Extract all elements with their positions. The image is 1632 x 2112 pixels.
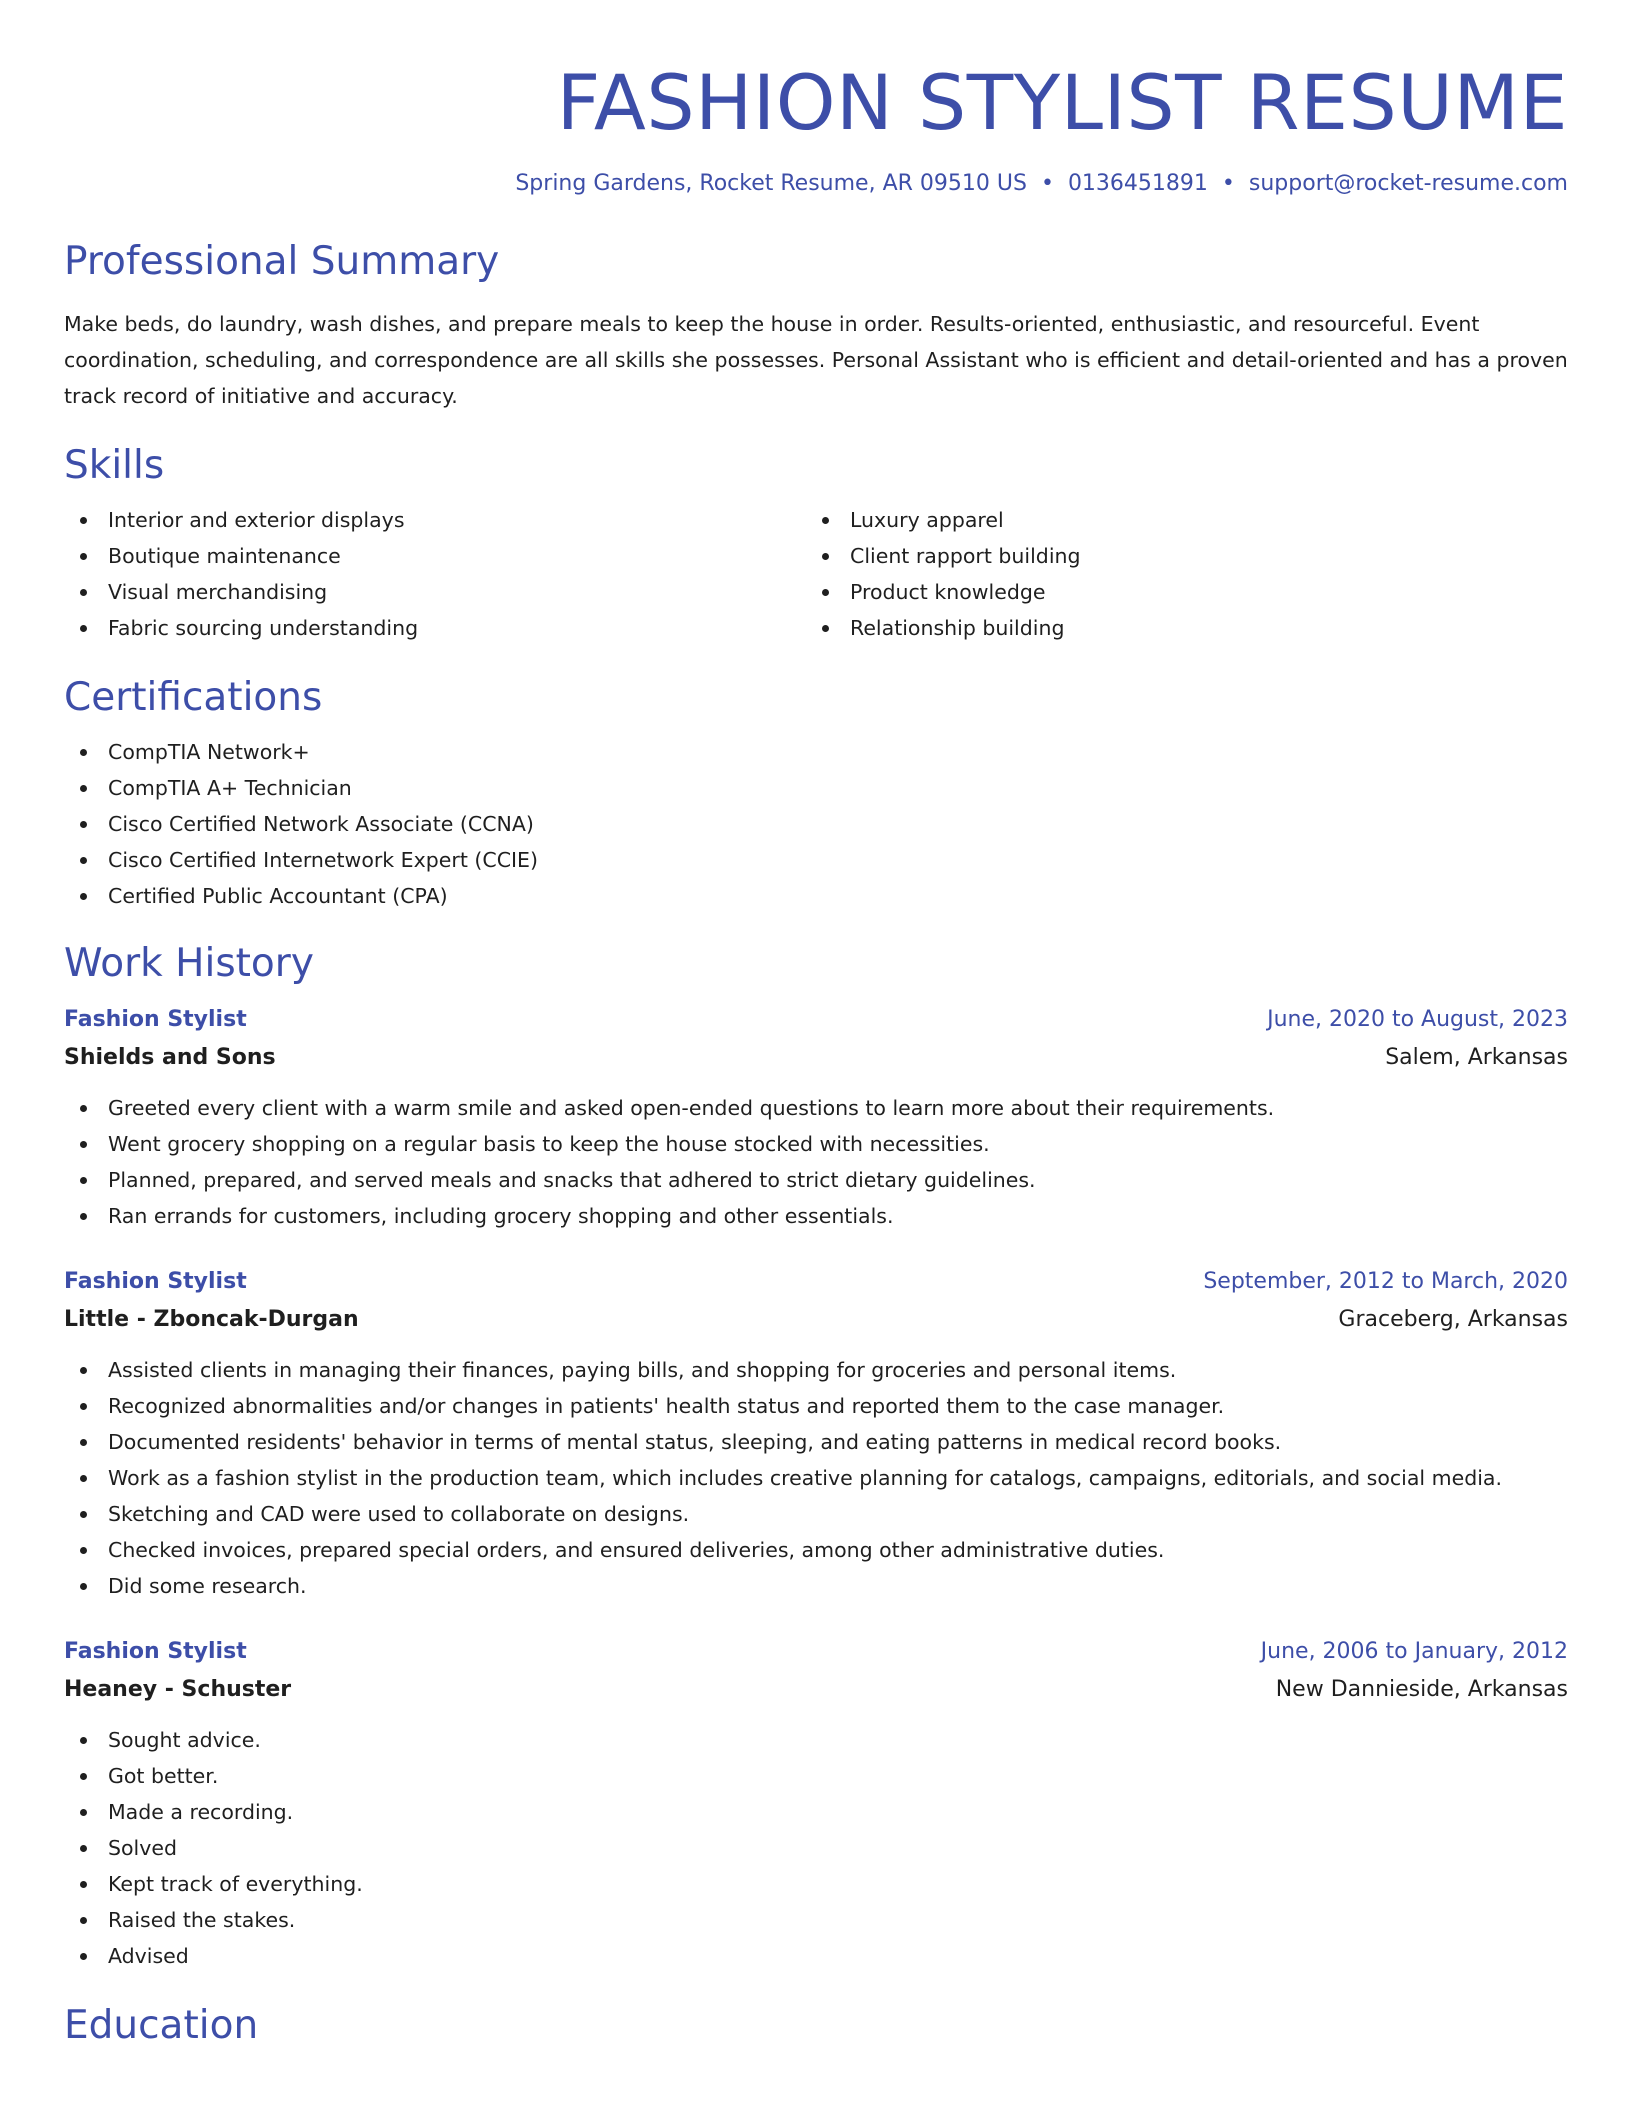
skill-item: Product knowledge: [806, 574, 1548, 610]
job-bullets: [64, 1722, 1568, 1974]
job-company-row: [64, 1300, 1568, 1340]
contact-separator: •: [1221, 171, 1235, 196]
job-bullet: Work as a fashion stylist in the production team, which includes creative planning for catalogs, campaigns, editorials, and social media.: [64, 1460, 1568, 1496]
job-dates: June, 2006 to January, 2012: [1260, 1639, 1568, 1664]
skills-grid: [64, 502, 1568, 646]
skill-item: Interior and exterior displays: [64, 502, 806, 538]
job-header-row: [64, 1634, 1568, 1670]
job-company: Heaney - Schuster: [64, 1677, 292, 1702]
job-header-row: [64, 1264, 1568, 1300]
skills-heading: Skills: [64, 443, 165, 488]
job-bullet: Greeted every client with a warm smile and asked open-ended questions to learn more about their requirements.: [64, 1090, 1568, 1126]
job-entry: [64, 1634, 1568, 1974]
job-entry: [64, 1002, 1568, 1234]
skill-item: Visual merchandising: [64, 574, 806, 610]
resume-title: FASHION STYLIST RESUME: [556, 58, 1568, 147]
certifications-heading: Certifications: [64, 675, 323, 720]
certification-item: CompTIA Network+: [64, 734, 1568, 770]
job-bullet: Did some research.: [64, 1568, 1568, 1604]
certification-item: Certified Public Accountant (CPA): [64, 878, 1568, 914]
job-company-row: [64, 1038, 1568, 1078]
job-bullet: Advised: [64, 1938, 1568, 1974]
education-heading: Education: [64, 2003, 259, 2048]
contact-phone: 0136451891: [1067, 171, 1208, 196]
job-bullet: Assisted clients in managing their finances, paying bills, and shopping for groceries and personal items.: [64, 1352, 1568, 1388]
job-location: Graceberg, Arkansas: [1338, 1307, 1568, 1332]
job-company-row: [64, 1670, 1568, 1710]
job-title: Fashion Stylist: [64, 1269, 247, 1294]
job-bullet: Sketching and CAD were used to collaborate on designs.: [64, 1496, 1568, 1532]
skill-item: Luxury apparel: [806, 502, 1548, 538]
skill-item: Fabric sourcing understanding: [64, 610, 806, 646]
job-bullet: Kept track of everything.: [64, 1866, 1568, 1902]
job-bullets: [64, 1352, 1568, 1604]
job-bullet: Sought advice.: [64, 1722, 1568, 1758]
job-bullet: Made a recording.: [64, 1794, 1568, 1830]
job-title: Fashion Stylist: [64, 1639, 247, 1664]
contact-address: Spring Gardens, Rocket Resume, AR 09510 US: [515, 171, 1027, 196]
job-dates: September, 2012 to March, 2020: [1203, 1269, 1568, 1294]
certification-item: CompTIA A+ Technician: [64, 770, 1568, 806]
job-bullet: Recognized abnormalities and/or changes in patients' health status and reported them to the case manager.: [64, 1388, 1568, 1424]
work-history-heading: Work History: [64, 941, 314, 986]
skills-left-list: [64, 502, 806, 646]
certification-item: Cisco Certified Internetwork Expert (CCIE): [64, 842, 1568, 878]
job-bullet: Got better.: [64, 1758, 1568, 1794]
job-bullet: Documented residents' behavior in terms of mental status, sleeping, and eating patterns in medical record books.: [64, 1424, 1568, 1460]
job-bullet: Raised the stakes.: [64, 1902, 1568, 1938]
certifications-list: [64, 734, 1568, 914]
resume-page: [64, 0, 1568, 2050]
job-bullet: Solved: [64, 1830, 1568, 1866]
skills-right-list: [806, 502, 1548, 646]
summary-heading: Professional Summary: [64, 239, 500, 284]
job-bullet: Checked invoices, prepared special orders, and ensured deliveries, among other administrative duties.: [64, 1532, 1568, 1568]
job-bullet: Went grocery shopping on a regular basis to keep the house stocked with necessities.: [64, 1126, 1568, 1162]
skill-item: Boutique maintenance: [64, 538, 806, 574]
job-title: Fashion Stylist: [64, 1007, 247, 1032]
job-dates: June, 2020 to August, 2023: [1267, 1007, 1568, 1032]
summary-text: Make beds, do laundry, wash dishes, and prepare meals to keep the house in order. Results-oriented, enthusiastic, and resourceful. Event coordination, scheduling, and correspondence are all skills she possesses. Personal Assistant who is efficient and detail-oriented and has a proven track record of initiative and accuracy.: [64, 312, 1568, 408]
job-location: Salem, Arkansas: [1385, 1045, 1568, 1070]
job-company: Shields and Sons: [64, 1045, 276, 1070]
job-entry: [64, 1264, 1568, 1604]
job-bullet: Ran errands for customers, including grocery shopping and other essentials.: [64, 1198, 1568, 1234]
job-bullet: Planned, prepared, and served meals and snacks that adhered to strict dietary guidelines.: [64, 1162, 1568, 1198]
job-company: Little - Zboncak-Durgan: [64, 1307, 359, 1332]
job-location: New Dannieside, Arkansas: [1275, 1677, 1568, 1702]
contact-email[interactable]: support@rocket-resume.com: [1248, 171, 1568, 196]
certification-item: Cisco Certified Network Associate (CCNA): [64, 806, 1568, 842]
job-bullets: [64, 1090, 1568, 1234]
skill-item: Client rapport building: [806, 538, 1548, 574]
skill-item: Relationship building: [806, 610, 1548, 646]
contact-separator: •: [1040, 171, 1054, 196]
contact-line: [64, 168, 1568, 200]
job-header-row: [64, 1002, 1568, 1038]
